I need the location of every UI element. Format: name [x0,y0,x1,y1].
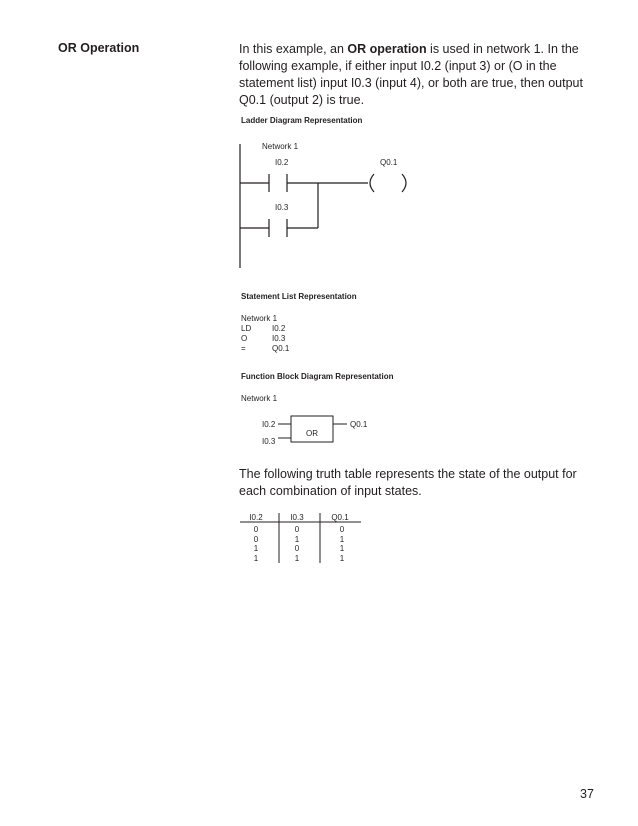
truth-cell: 0 [253,535,259,544]
stl-operand: Q0.1 [272,344,290,353]
truth-cell: 1 [253,544,259,553]
truth-cell: 0 [294,544,300,553]
fbd-network-label: Network 1 [241,394,278,403]
intro-text-1: In this example, an [239,42,348,56]
truth-intro: The following truth table represents the state of the output for each combination of input states. [239,467,577,498]
ladder-contact2-label: I0.3 [275,203,289,212]
truth-cell: 1 [294,554,300,563]
stl-op: = [241,344,246,353]
truth-cell: 1 [339,544,345,553]
truth-header: I0.3 [290,513,304,522]
intro-text-2: is used in network 1. In the following example, if either input I0.2 (input 3) or (O in the statement list) input I0.3 (input 4), or both are true, then output Q0.1 (output 2) is true. [239,42,583,107]
fbd-input2-label: I0.3 [262,437,276,446]
intro-bold-term: OR operation [347,42,427,56]
truth-cell: 1 [339,535,345,544]
stl-header: Statement List Representation [241,292,357,301]
page-number: 37 [580,787,594,801]
fbd-input1-label: I0.2 [262,420,276,429]
truth-cell: 0 [294,525,300,534]
stl-op: O [241,334,248,343]
ladder-network-label: Network 1 [262,142,299,151]
truth-header: I0.2 [249,513,263,522]
stl-operand: I0.2 [272,324,286,333]
truth-cell: 1 [339,554,345,563]
truth-cell: 0 [339,525,345,534]
fbd-output-label: Q0.1 [350,420,368,429]
ladder-contact1-label: I0.2 [275,158,289,167]
truth-header: Q0.1 [331,513,349,522]
truth-cell: 0 [253,525,259,534]
stl-op: LD [241,324,252,333]
fbd-header: Function Block Diagram Representation [241,372,394,381]
truth-cell: 1 [294,535,300,544]
stl-operand: I0.3 [272,334,286,343]
ladder-header: Ladder Diagram Representation [241,116,363,125]
fbd-block-label: OR [306,429,318,438]
section-title: OR Operation [58,41,140,55]
ladder-coil-label: Q0.1 [380,158,398,167]
stl-network-label: Network 1 [241,314,278,323]
truth-cell: 1 [253,554,259,563]
